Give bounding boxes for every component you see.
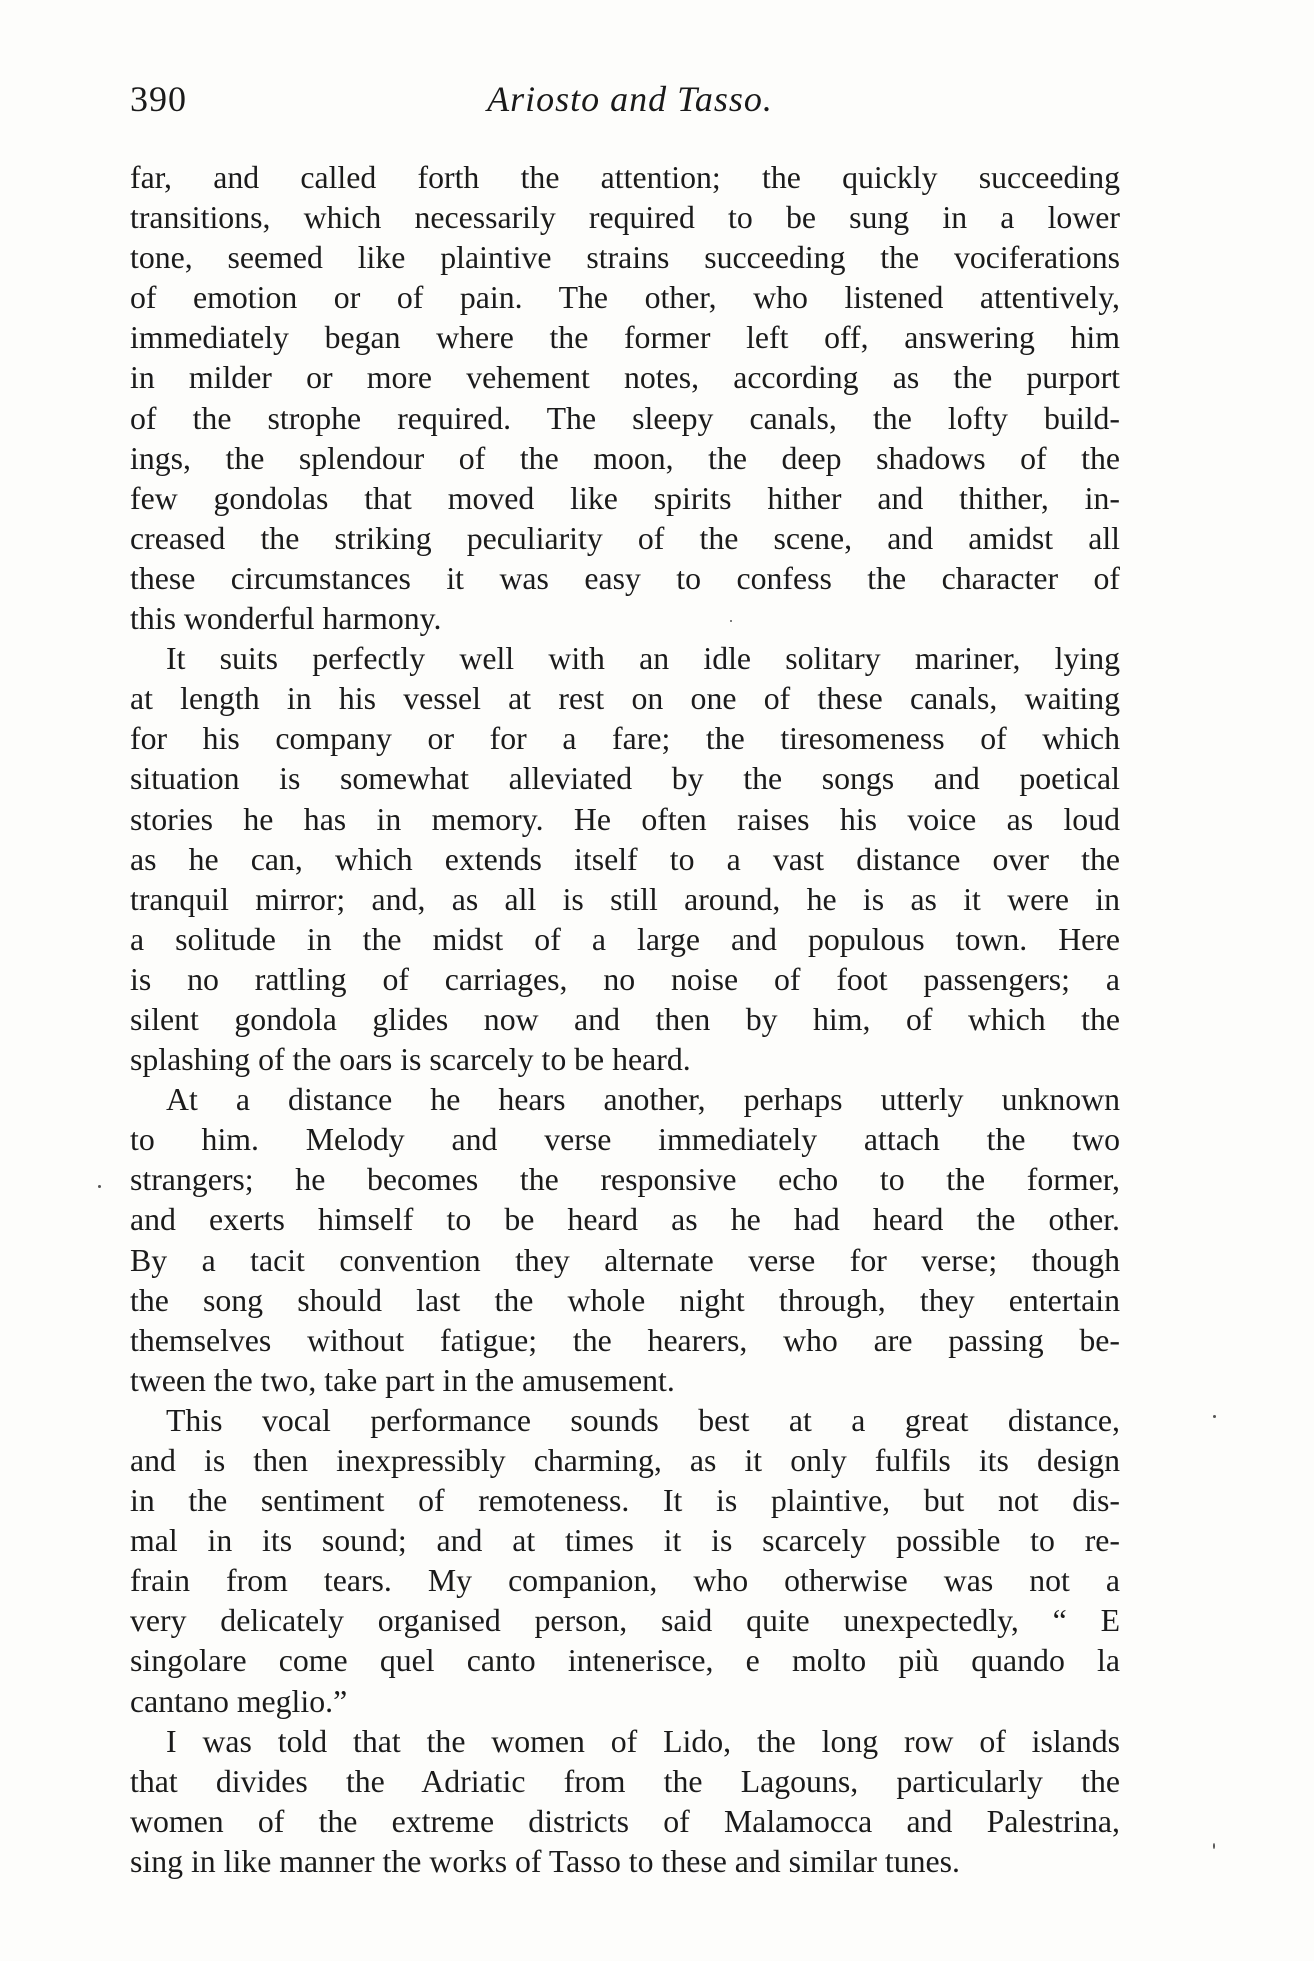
page-number: 390 <box>130 79 187 119</box>
text-line: as he can, which extends itself to a vast distance over the <box>130 841 1120 877</box>
text-line: cantano meglio.” <box>130 1683 348 1719</box>
text-line: tween the two, take part in the amusement. <box>130 1362 675 1398</box>
text-line: splashing of the oars is scarcely to be heard. <box>130 1042 691 1078</box>
text-line: mal in its sound; and at times it is scarcely possible to re- <box>130 1523 1120 1559</box>
text-line: and exerts himself to be heard as he had heard the other. <box>130 1202 1120 1238</box>
text-line: sing in like manner the works of Tasso to these and similar tunes. <box>130 1843 960 1879</box>
text-line: It suits perfectly well with an idle solitary mariner, lying <box>166 641 1120 677</box>
print-speck <box>98 1185 101 1188</box>
running-title: Ariosto and Tasso. <box>487 79 773 119</box>
text-line: tranquil mirror; and, as all is still around, he is as it were in <box>130 881 1120 917</box>
text-line: far, and called forth the attention; the quickly succeeding <box>130 160 1120 195</box>
print-speck <box>730 620 732 622</box>
paragraph-2 <box>130 639 1120 1080</box>
text-line: few gondolas that moved like spirits hither and thither, in- <box>130 480 1120 516</box>
paragraph-4 <box>130 1401 1120 1722</box>
text-line: By a tacit convention they alternate verse for verse; though <box>130 1242 1120 1278</box>
text-line: for his company or for a fare; the tiresomeness of which <box>130 721 1120 757</box>
print-speck <box>1213 1843 1215 1849</box>
text-line: is no rattling of carriages, no noise of foot passengers; a <box>130 961 1120 997</box>
text-line: tone, seemed like plaintive strains succeeding the vociferations <box>130 240 1120 276</box>
text-line: singolare come quel canto intenerisce, e molto più quando la <box>130 1643 1120 1679</box>
text-line: frain from tears. My companion, who otherwise was not a <box>130 1563 1120 1599</box>
text-line: women of the extreme districts of Malamocca and Palestrina, <box>130 1803 1120 1839</box>
text-line: in milder or more vehement notes, according as the purport <box>130 360 1120 396</box>
text-line: at length in his vessel at rest on one of these canals, waiting <box>130 681 1120 717</box>
text-line: situation is somewhat alleviated by the songs and poetical <box>130 761 1120 797</box>
text-line: I was told that the women of Lido, the long row of islands <box>166 1723 1120 1759</box>
text-line: of emotion or of pain. The other, who listened attentively, <box>130 280 1120 316</box>
text-line: the song should last the whole night through, they entertain <box>130 1282 1120 1318</box>
text-line: in the sentiment of remoteness. It is plaintive, but not dis- <box>130 1483 1120 1519</box>
text-line: This vocal performance sounds best at a great distance, <box>166 1402 1120 1438</box>
body-text <box>130 158 1120 1882</box>
text-line: transitions, which necessarily required to be sung in a lower <box>130 200 1120 236</box>
text-line: of the strophe required. The sleepy canals, the lofty build- <box>130 400 1120 436</box>
text-line: to him. Melody and verse immediately attach the two <box>130 1122 1120 1158</box>
text-line: stories he has in memory. He often raises his voice as loud <box>130 801 1120 837</box>
text-line: these circumstances it was easy to confess the character of <box>130 560 1120 596</box>
text-line: that divides the Adriatic from the Lagouns, particularly the <box>130 1763 1120 1799</box>
print-speck <box>1213 1415 1216 1418</box>
text-line: very delicately organised person, said quite unexpectedly, “ E <box>130 1603 1120 1639</box>
text-line: a solitude in the midst of a large and populous town. Here <box>130 921 1120 957</box>
text-line: strangers; he becomes the responsive echo to the former, <box>130 1162 1120 1198</box>
text-line: immediately began where the former left off, answering him <box>130 320 1120 356</box>
text-line: and is then inexpressibly charming, as it only fulfils its design <box>130 1443 1120 1478</box>
text-line: At a distance he hears another, perhaps utterly unknown <box>166 1082 1120 1118</box>
paragraph-1 <box>130 158 1120 639</box>
text-line: ings, the splendour of the moon, the deep shadows of the <box>130 440 1120 476</box>
text-line: creased the striking peculiarity of the scene, and amidst all <box>130 520 1120 556</box>
page-header <box>130 78 1130 128</box>
text-line: silent gondola glides now and then by him, of which the <box>130 1001 1120 1037</box>
paragraph-3 <box>130 1080 1120 1401</box>
paragraph-5 <box>130 1722 1120 1882</box>
text-line: themselves without fatigue; the hearers, who are passing be- <box>130 1322 1120 1358</box>
text-line: this wonderful harmony. <box>130 601 442 637</box>
